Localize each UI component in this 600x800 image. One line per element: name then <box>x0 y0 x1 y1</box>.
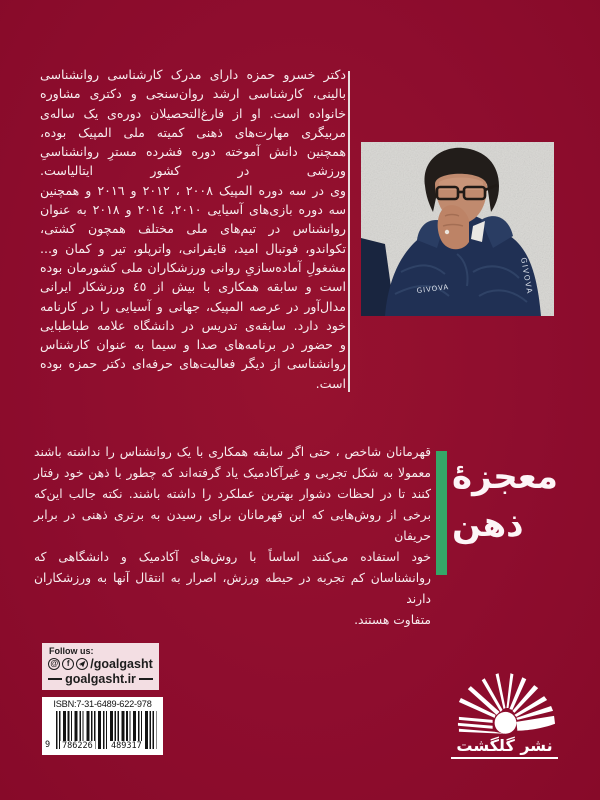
barcode-first-digit: 9 <box>45 740 51 750</box>
instagram-icon: @ <box>48 658 60 670</box>
author-portrait-illustration <box>361 142 554 316</box>
text-line: خانواده است. او از فارغ‌التحصیلان دوره‌ی یک ساله‌ی <box>40 105 346 121</box>
vertical-divider <box>348 71 350 392</box>
website-row <box>48 672 153 686</box>
author-bio-paragraph <box>40 65 346 393</box>
left-dash <box>48 678 62 680</box>
social-handle: /goalgasht <box>90 657 153 671</box>
text-line: خود دارد. سابقه‌ی تدریس در دانشگاه علامه طباطبایی <box>40 317 346 333</box>
follow-us-panel <box>42 643 159 690</box>
jacket-brand-text: GIVOVA <box>416 283 450 295</box>
text-line: قهرمانان شاخص ، حتی اگر سابقه همکاری با یک روانشناس را نداشته باشند <box>34 445 431 459</box>
barcode <box>45 711 157 751</box>
right-dash <box>139 678 153 680</box>
text-line: خود استفاده می‌کنند اساساً با روش‌های آکادمیک و دانشگاهی که <box>34 550 431 564</box>
text-line: مدال‌آور در عرصه المپیک، جهانی و آسیایی را در کارنامه <box>40 298 346 314</box>
synopsis-paragraph <box>34 442 431 631</box>
text-line: معمولا به شکل تجربی و غیرآکادمیک یاد گرفته‌اند که چطور با ذهن خود رفتار <box>34 466 431 480</box>
text-line: تکواندو، فوتبال امید، قایقرانی، واترپلو، تیر و کمان و... <box>40 240 346 256</box>
book-title-line2: ذهن <box>452 505 524 545</box>
website-url: goalgasht.ir <box>65 672 136 686</box>
title-accent-bar <box>436 451 447 575</box>
author-photo <box>361 142 554 316</box>
facebook-icon: f <box>62 658 74 670</box>
text-line: مربیگری مهارت‌های ذهنی کمیته ملی المپیک بوده، <box>40 124 346 140</box>
text-line: بالینی، کارشناسی ارشد روان‌سنجی و دکتری مشاوره <box>40 86 346 102</box>
isbn-label: ISBN:7-31-6489-622-978 <box>53 699 152 709</box>
book-title <box>452 453 578 549</box>
text-line: متفاوت هستند. <box>354 613 431 627</box>
text-line: و حضور در برنامه‌های صدا و سیما به عنوان کارشناس <box>40 337 346 353</box>
text-line: سه دوره بازی‌های آسیایی ۲۰۱۰، ۲۰۱٤ و ۲۰۱۸ به عنوان <box>40 202 346 218</box>
jacket-brand-text-sleeve: GIVOVA <box>519 256 535 296</box>
text-line: همچنین دانش آموخته دوره فشرده مسترِ روانشناسیِ <box>40 144 346 160</box>
text-line: است. <box>315 375 346 391</box>
text-line: روانشناسی از دیگر فعالیت‌های حرفه‌ای دکتر حمزه بوده <box>40 356 346 372</box>
text-line: روانشناسان کم تجربه در حیطه ورزش، اصرار به انتقال آنها به ورزشکاران دارند <box>34 571 431 606</box>
text-line: وی در سه دوره المپیک ۲۰۰۸ ، ۲۰۱۲ و ۲۰۱٦ و همچنین <box>40 182 347 198</box>
text-line: ورزشی در کشور ایتالیاست. <box>40 163 346 179</box>
text-line: دکتر خسرو حمزه دارای مدرک کارشناسی روانشناسی <box>40 67 346 82</box>
text-line: کنند تا در لحظات دشوار بهترین عملکرد را داشته باشند. نکته جالب این‌که <box>34 487 431 501</box>
text-line: است و سابقه همکاری با بیش از ٤٥ ورزشکار ایرانی <box>40 279 346 295</box>
barcode-digits-group1: 786226 <box>62 741 93 751</box>
book-title-line1: معجزۀ <box>452 457 558 497</box>
follow-us-label: Follow us: <box>49 646 94 656</box>
isbn-panel <box>42 697 163 755</box>
publisher-logo-emblem <box>451 672 558 734</box>
telegram-icon <box>76 658 88 670</box>
text-line: روانشناس در تیم‌های ملی مختلف همچون کشتی، <box>40 221 346 237</box>
publisher-logo <box>451 672 558 759</box>
text-line: مشغولِ آماده‌سازیِ روانی ورزشکاران ملی کشورمان بوده <box>40 259 346 275</box>
text-line: برخی از روش‌هایی که این قهرمانان برای رسیدن به برتری ذهنی در برابر حریفان <box>34 508 431 543</box>
publisher-name: نشر گلگشت <box>451 736 558 759</box>
barcode-digits-group2: 489317 <box>111 741 142 751</box>
social-handle-row <box>42 657 159 671</box>
